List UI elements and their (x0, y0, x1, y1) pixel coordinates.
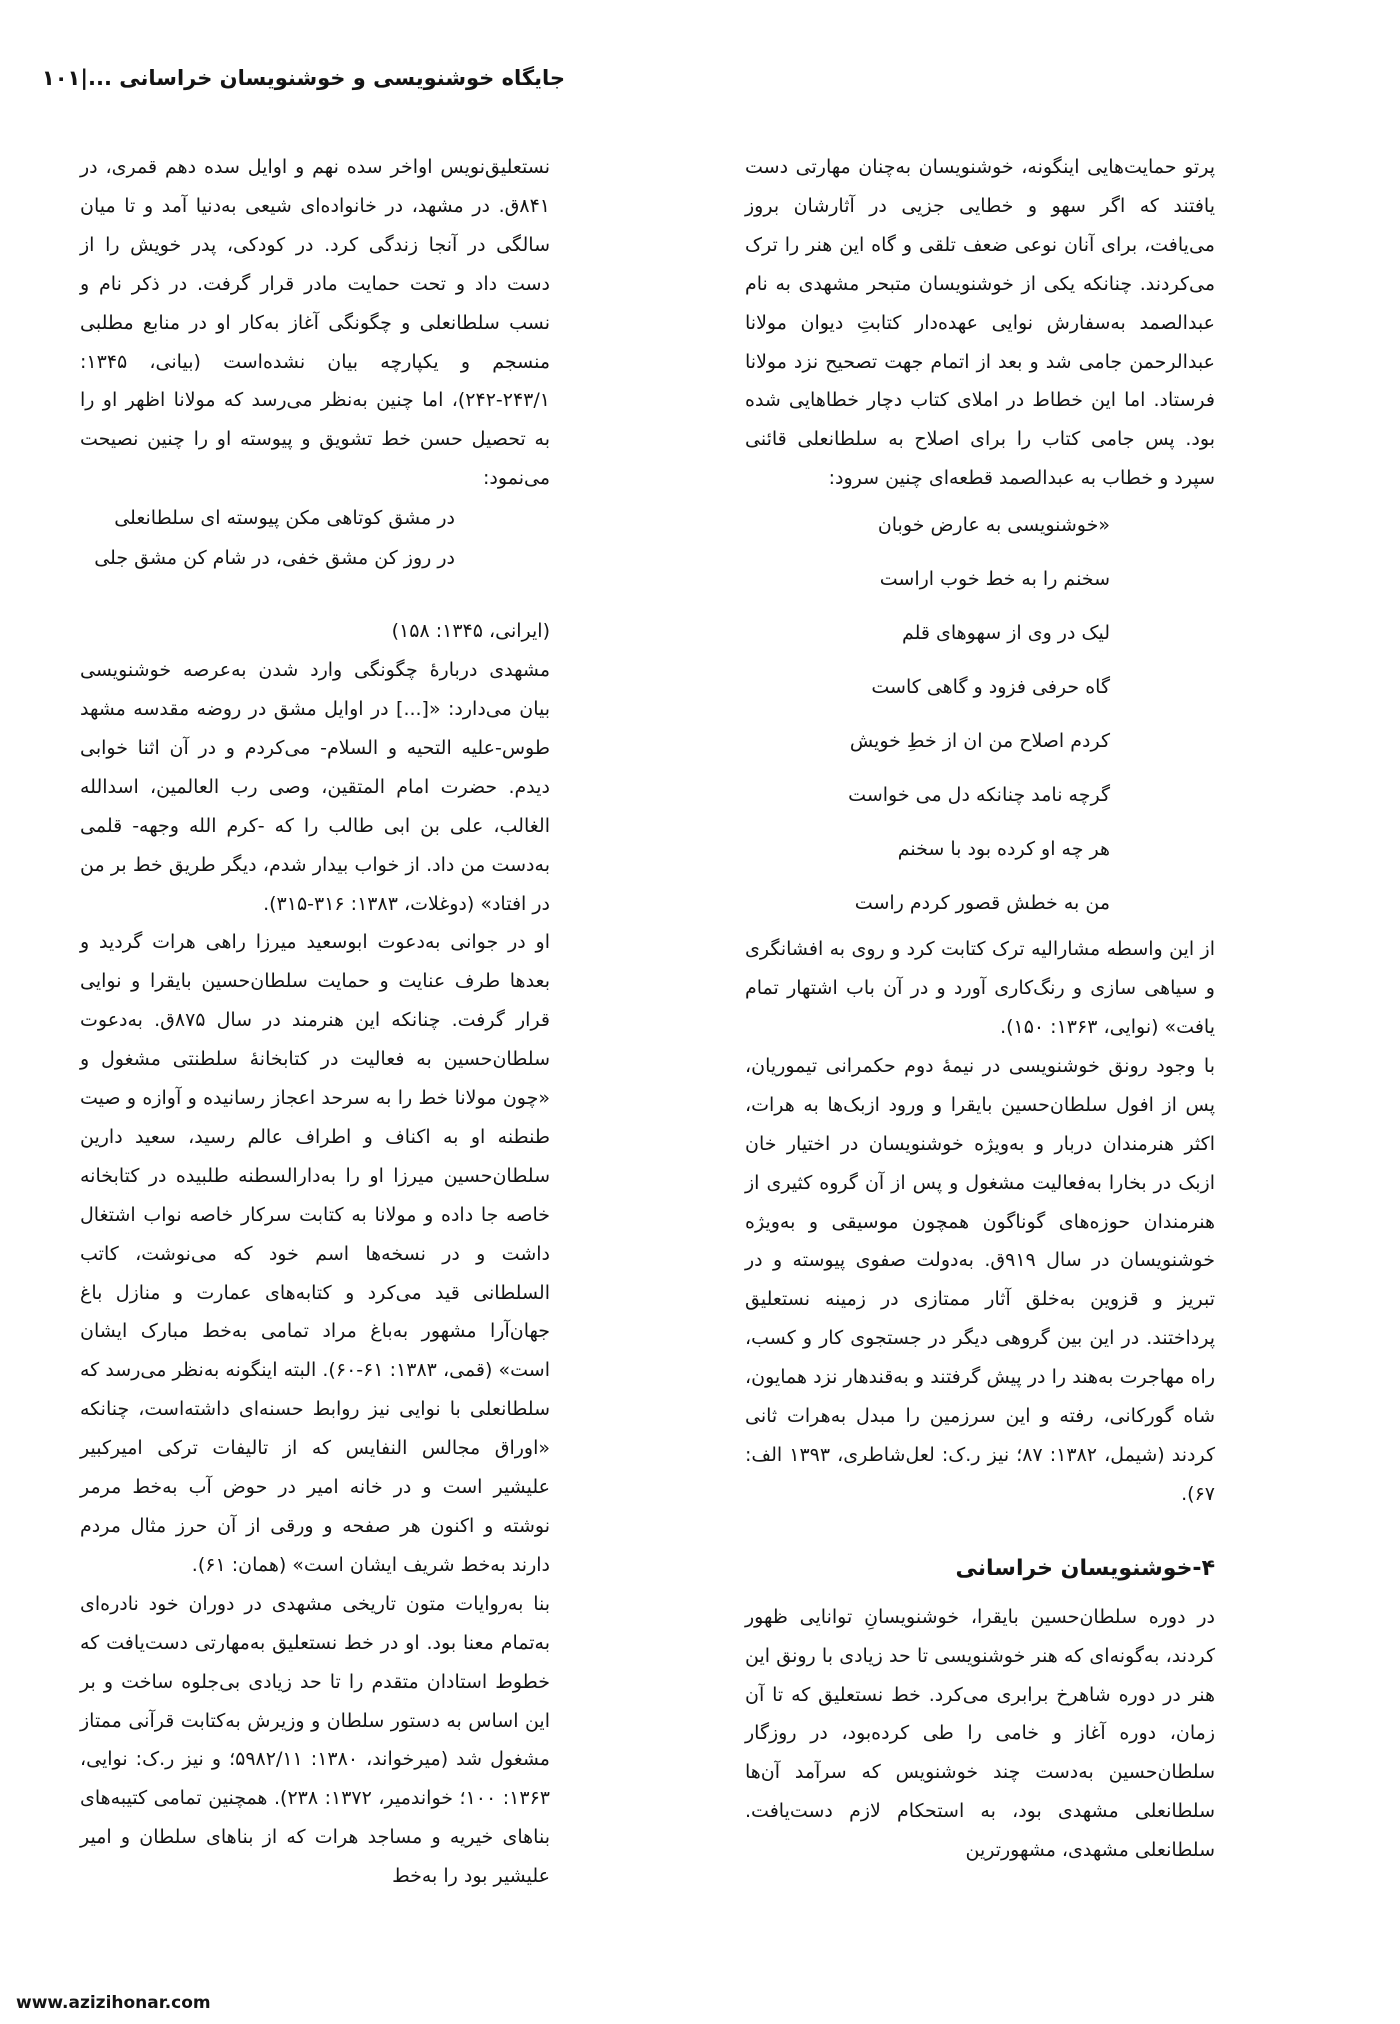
poem (745, 498, 1215, 930)
poem-line: گاه حرفی فزود و گاهی کاست (871, 676, 1110, 699)
poem-line: کردم اصلاح من ان از خطِ خویش (849, 730, 1110, 753)
poem-line: هر چه او کرده بود با سخنم (897, 838, 1110, 861)
couplet-line: در مشق کوتاهی مکن پیوسته ای سلطانعلی (114, 507, 455, 530)
poem-line: لیک در وی از سهوهای قلم (901, 622, 1110, 645)
section-heading: ۴-خوشنویسان خراسانی (955, 1555, 1215, 1581)
paragraph: نستعلیق‌نویس اواخر سده نهم و اوایل سده دهم قمری، در ۸۴۱ق. در مشهد، در خانواده‌ای شیعی به‌دنیا آمد و تا میان سالگی در آنجا زندگی کرد. در کودکی، پدر خویش را از دست داد و تحت حمایت مادر قرار گرفت. در ذکر نام و نسب سلطانعلی و چگونگی آغاز به‌کار او در منابع مطلبی منسجم و یکپارچه بیان نشده‌است (بیانی، ۱۳۴۵: ۲۴۳/۱-۲۴۲)، اما چنین به‌نظر می‌رسد که مولانا اظهر او را به تحصیل حسن خط تشویق و پیوسته او را چنین نصیحت می‌نمود: (80, 156, 550, 490)
poem-line: گرچه نامد چنانکه دل می خواست (848, 784, 1110, 807)
citation: (ایرانی، ۱۳۴۵: ۱۵۸) (391, 620, 550, 643)
left-column (80, 148, 550, 1896)
paragraph: با وجود رونق خوشنویسی در نیمهٔ دوم حکمرانی تیموریان، پس از افول سلطان‌حسین بایقرا و ورود ازبک‌ها به هرات، اکثر هنرمندان دربار و به‌ویژه خوشنویسان در اختیار خان ازبک در بخارا به‌فعالیت مشغول و پس از آن گروه کثیری از هنرمندان حوزه‌های گوناگون همچون موسیقی و به‌ویژه خوشنویسان در سال ۹۱۹ق. به‌دولت صفوی پیوسته و در تبریز و قزوین به‌خلق آثار ممتازی در زمینه نستعلیق پرداختند. در این بین گروهی دیگر در جستجوی کار و کسب، راه مهاجرت به‌هند را در پیش گرفتند و به‌قندهار نزد همایون، شاه گورکانی، رفته و این سرزمین را مبدل به‌هرات ثانی کردند (شیمل، ۱۳۸۲: ۸۷؛ نیز ر.ک: لعل‌شاطری، ۱۳۹۳ الف: ۶۷). (745, 1054, 1215, 1505)
paragraph: مشهدی دربارهٔ چگونگی وارد شدن به‌عرصه خوشنویسی بیان می‌دارد: «[...] در اوایل مشق در روضه مقدسه مشهد طوس-علیه التحیه و السلام- می‌کردم و در آن اثنا خوابی دیدم. حضرت امام المتقین، وصی رب العالمین، اسدالله الغالب، علی بن ابی طالب را که -کرم الله وجهه- قلمی به‌دست من داد. از خواب بیدار شدم، دیگر طریق خط بر من در افتاد» (دوغلات، ۱۳۸۳: ۳۱۶-۳۱۵). (80, 659, 550, 915)
footer-url: www.azizihonar.com (16, 1993, 211, 2013)
spacer (80, 578, 550, 612)
couplet (80, 498, 550, 578)
paragraph: بنا به‌روایات متون تاریخی مشهدی در دوران خود نادره‌ای به‌تمام معنا بود. او در خط نستعلیق به‌مهارتی دست‌یافت که خطوط استادان متقدم را تا حد زیادی بی‌جلوه ساخت و بر این اساس به دستور سلطان و وزیرش به‌کتابت قرآنی ممتاز مشغول شد (میرخواند، ۱۳۸۰: ۵۹۸۲/۱۱؛ و نیز ر.ک: نوایی، ۱۳۶۳: ۱۰۰؛ خواندمیر، ۱۳۷۲: ۲۳۸). همچنین تمامی کتیبه‌های بناهای خیریه و مساجد هرات که از بناهای سلطان و امیر علیشیر بود را به‌خط (80, 1592, 550, 1888)
poem-line: من به خطش قصور کردم راست (854, 892, 1110, 915)
paragraph: پرتو حمایت‌هایی اینگونه، خوشنویسان به‌چنان مهارتی دست یافتند که اگر سهو و خطایی جزیی در آثارشان بروز می‌یافت، برای آنان نوعی ضعف تلقی و گاه این هنر را ترک می‌کردند. چنانکه یکی از خوشنویسان متبحر مشهدی به نام عبدالصمد به‌سفارش نوایی عهده‌دار کتابتِ دیوان مولانا عبدالرحمن جامی شد و بعد از اتمام جهت تصحیح نزد مولانا فرستاد. اما این خطاط در املای کتاب دچار خطاهایی شده بود. پس جامی کتاب را برای اصلاح به سلطانعلی قائنی سپرد و خطاب به عبدالصمد قطعه‌ای چنین سرود: (745, 156, 1215, 490)
paragraph: او در جوانی به‌دعوت ابوسعید میرزا راهی هرات گردید و بعدها طرف عنایت و حمایت سلطان‌حسین بایقرا و نوایی قرار گرفت. چنانکه این هنرمند در سال ۸۷۵ق. به‌دعوت سلطان‌حسین به فعالیت در کتابخانهٔ سلطنتی مشغول و «چون مولانا خط را به سرحد اعجاز رسانیده و آوازه و صیت طنطنه او به اکناف و اطراف عالم رسید، سعید دارین سلطان‌حسین میرزا او را به‌دارالسطنه طلبیده در کتابخانه خاصه جا داده و مولانا به کتابت سرکار خاصه نواب اشتغال داشت و در نسخه‌ها اسم خود که می‌نوشت، کاتب السلطانی قید می‌کرد و کتابه‌های عمارت و منازل باغ جهان‌آرا مشهور به‌باغ مراد تمامی به‌خط مبارک ایشان است» (قمی، ۱۳۸۳: ۶۱-۶۰). البته اینگونه به‌نظر می‌رسد که سلطانعلی با نوایی نیز روابط حسنه‌ای داشته‌است، چنانکه «اوراق مجالس النفایس که از تالیفات ترکی امیرکبیر علیشیر است و در خانه امیر در حوض آب به‌خط مرمر نوشته و اکنون هر صفحه و ورقی از آن حرز مثال مردم دارند به‌خط شریف ایشان است» (همان: ۶۱). (80, 931, 551, 1576)
right-column (745, 148, 1215, 1870)
paragraph: در دوره سلطان‌حسین بایقرا، خوشنویسانِ توانایی ظهور کردند، به‌گونه‌ای که هنر خوشنویسی تا حد زیادی با رونق این هنر در دوره شاهرخ برابری می‌کرد. خط نستعلیق که تا آن زمان، دوره آغاز و خامی را طی کرده‌بود، در روزگار سلطان‌حسین به‌دست چند خوشنویس که سرآمد آن‌ها سلطانعلی مشهدی بود، به استحکام لازم دست‌یافت. سلطانعلی مشهدی، مشهورترین (745, 1605, 1215, 1862)
couplet-line: در روز کن مشق خفی، در شام کن مشق جلی (94, 547, 455, 570)
paragraph: از این واسطه مشارالیه ترک کتابت کرد و روی به افشانگری و سیاهی سازی و رنگ‌کاری آورد و در آن باب اشتهار تمام یافت» (نوایی، ۱۳۶۳: ۱۵۰). (745, 938, 1215, 1038)
running-head: جایگاه خوشنویسی و خوشنویسان خراسانی ...|۱۰۱ (41, 66, 565, 90)
poem-line: سخنم را به خط خوب اراست (879, 568, 1110, 591)
poem-line: «خوشنویسی به عارض خوبان (877, 514, 1110, 537)
